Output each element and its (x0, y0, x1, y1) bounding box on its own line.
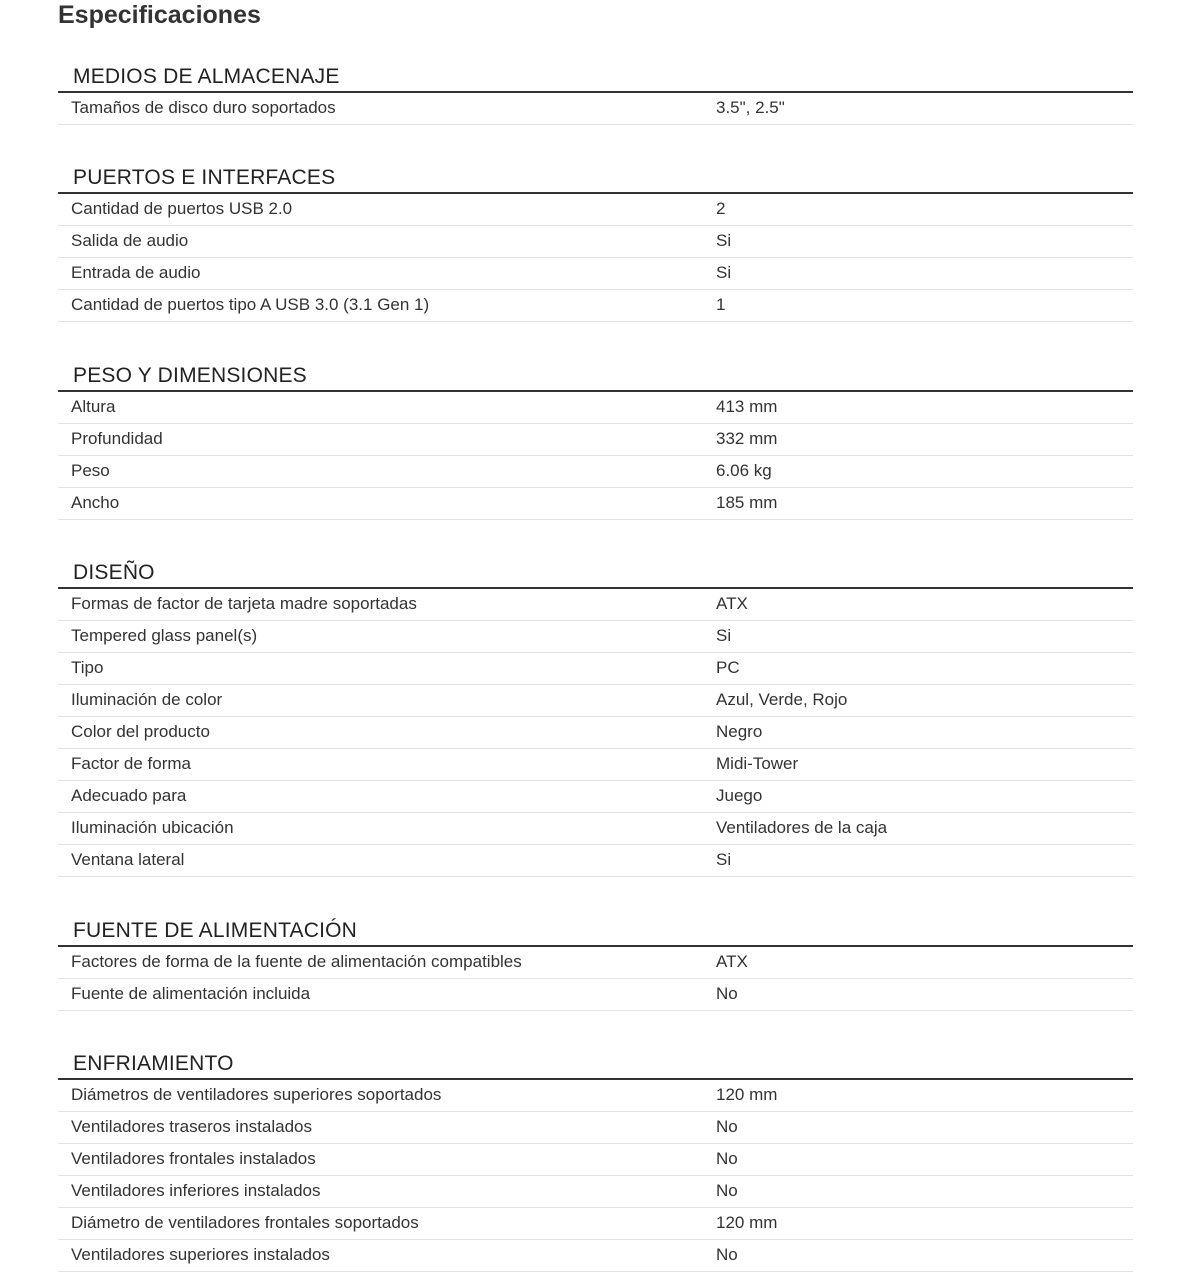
spec-row (58, 226, 1133, 258)
spec-value: Si (716, 263, 732, 282)
spec-value: Si (716, 626, 732, 645)
spec-label: Ventiladores superiores instalados (71, 1245, 330, 1264)
spec-label: Adecuado para (71, 786, 187, 805)
spec-row (58, 93, 1133, 125)
spec-row (58, 589, 1133, 621)
spec-label: Ventana lateral (71, 850, 185, 869)
spec-label: Iluminación de color (71, 690, 223, 709)
spec-value: Juego (716, 786, 763, 805)
spec-label: Salida de audio (71, 231, 189, 250)
spec-value: ATX (716, 594, 748, 613)
spec-label: Diámetros de ventiladores superiores soportados (71, 1085, 442, 1104)
section-cooling (58, 1050, 1133, 1272)
spec-row (58, 424, 1133, 456)
spec-row (58, 258, 1133, 290)
section-title: MEDIOS DE ALMACENAJE (58, 63, 1133, 93)
spec-value: Azul, Verde, Rojo (716, 690, 848, 709)
spec-label: Color del producto (71, 722, 210, 741)
spec-row (58, 979, 1133, 1011)
spec-label: Fuente de alimentación incluida (71, 984, 311, 1003)
spec-row (58, 290, 1133, 322)
page-title: Especificaciones (58, 1, 261, 29)
section-title: PUERTOS E INTERFACES (58, 164, 1133, 194)
spec-label: Ancho (71, 493, 120, 512)
spec-value: 120 mm (716, 1085, 778, 1104)
spec-row (58, 717, 1133, 749)
spec-row (58, 813, 1133, 845)
spec-label: Entrada de audio (71, 263, 201, 282)
spec-value: 120 mm (716, 1213, 778, 1232)
spec-label: Diámetro de ventiladores frontales soportados (71, 1213, 419, 1232)
spec-row (58, 1080, 1133, 1112)
spec-label: Tempered glass panel(s) (71, 626, 258, 645)
spec-label: Ventiladores frontales instalados (71, 1149, 316, 1168)
spec-value: No (716, 1181, 738, 1200)
spec-value: 2 (716, 199, 726, 218)
section-design (58, 559, 1133, 877)
spec-value: ATX (716, 952, 748, 971)
spec-label: Factor de forma (71, 754, 191, 773)
spec-value: Negro (716, 722, 763, 741)
spec-value: 3.5", 2.5" (716, 98, 785, 117)
spec-value: Ventiladores de la caja (716, 818, 888, 837)
spec-label: Tipo (71, 658, 104, 677)
spec-label: Cantidad de puertos tipo A USB 3.0 (3.1 Gen 1) (71, 295, 430, 314)
spec-value: No (716, 1149, 738, 1168)
spec-label: Altura (71, 397, 116, 416)
spec-row (58, 456, 1133, 488)
section-title: DISEÑO (58, 559, 1133, 589)
spec-row (58, 653, 1133, 685)
spec-label: Factores de forma de la fuente de alimentación compatibles (71, 952, 522, 971)
spec-value: PC (716, 658, 740, 677)
spec-row (58, 845, 1133, 877)
spec-row (58, 1112, 1133, 1144)
spec-row (58, 749, 1133, 781)
spec-row (58, 392, 1133, 424)
spec-value: Si (716, 231, 732, 250)
spec-row (58, 1240, 1133, 1272)
spec-label: Peso (71, 461, 110, 480)
section-title: FUENTE DE ALIMENTACIÓN (58, 917, 1133, 947)
spec-value: No (716, 984, 738, 1003)
section-weight-dimensions (58, 362, 1133, 520)
section-title: ENFRIAMIENTO (58, 1050, 1133, 1080)
section-storage (58, 63, 1133, 125)
spec-row (58, 621, 1133, 653)
spec-value: 6.06 kg (716, 461, 772, 480)
spec-row (58, 685, 1133, 717)
spec-label: Iluminación ubicación (71, 818, 234, 837)
spec-value: Midi-Tower (716, 754, 799, 773)
spec-row (58, 781, 1133, 813)
spec-value: 185 mm (716, 493, 778, 512)
spec-label: Tamaños de disco duro soportados (71, 98, 336, 117)
section-power-supply (58, 917, 1133, 1011)
spec-value: No (716, 1117, 738, 1136)
spec-label: Ventiladores inferiores instalados (71, 1181, 321, 1200)
section-title: PESO Y DIMENSIONES (58, 362, 1133, 392)
spec-row (58, 1208, 1133, 1240)
spec-row (58, 488, 1133, 520)
spec-value: Si (716, 850, 732, 869)
spec-value: 1 (716, 295, 726, 314)
spec-value: 332 mm (716, 429, 778, 448)
spec-label: Cantidad de puertos USB 2.0 (71, 199, 293, 218)
spec-value: No (716, 1245, 738, 1264)
spec-label: Formas de factor de tarjeta madre soportadas (71, 594, 417, 613)
spec-row (58, 1176, 1133, 1208)
spec-row (58, 1144, 1133, 1176)
spec-value: 413 mm (716, 397, 778, 416)
spec-row (58, 194, 1133, 226)
spec-label: Profundidad (71, 429, 163, 448)
spec-label: Ventiladores traseros instalados (71, 1117, 312, 1136)
section-ports (58, 164, 1133, 322)
spec-row (58, 947, 1133, 979)
